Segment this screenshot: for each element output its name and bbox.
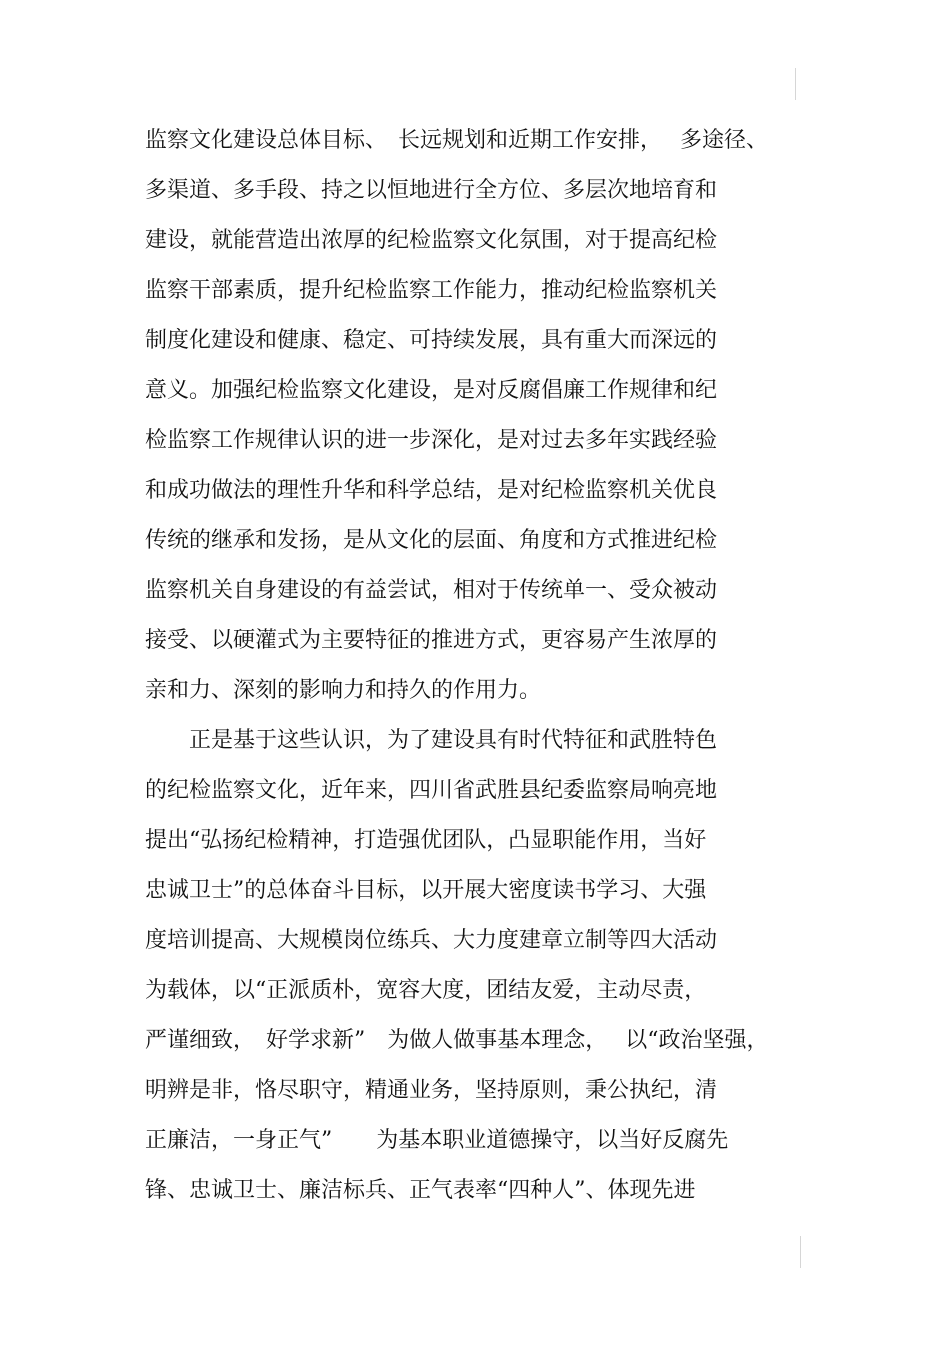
page-corner-mark-top [795,68,796,100]
text-line: 监察干部素质，提升纪检监察工作能力，推动纪检监察机关 [145,278,718,303]
text-line: 接受、以硬灌式为主要特征的推进方式，更容易产生浓厚的 [145,628,718,653]
text-line: 制度化建设和健康、稳定、可持续发展，具有重大而深远的 [145,328,718,353]
text-line: 的纪检监察文化，近年来，四川省武胜县纪委监察局响亮地 [145,778,718,803]
text-line: 亲和力、深刻的影响力和持久的作用力。 [145,678,542,703]
text-line: 和成功做法的理性升华和科学总结，是对纪检监察机关优良 [145,478,718,503]
text-line: 多渠道、多手段、持之以恒地进行全方位、多层次地培育和 [145,178,718,203]
text-line: 监察机关自身建设的有益尝试，相对于传统单一、受众被动 [145,578,718,603]
text-line: 为载体，以“正派质朴，宽容大度，团结友爱，主动尽责， [145,978,707,1003]
text-line: 度培训提高、大规模岗位练兵、大力度建章立制等四大活动 [145,928,718,953]
text-line: 正是基于这些认识，为了建设具有时代特征和武胜特色 [145,728,718,753]
text-line: 正廉洁，一身正气” 为基本职业道德操守，以当好反腐先 [145,1128,729,1153]
text-line: 检监察工作规律认识的进一步深化，是对过去多年实践经验 [145,428,718,453]
text-line: 建设，就能营造出浓厚的纪检监察文化氛围，对于提高纪检 [145,228,718,253]
text-line: 意义。加强纪检监察文化建设，是对反腐倡廉工作规律和纪 [145,378,718,403]
page-corner-mark-bottom [800,1236,801,1268]
text-line: 明辨是非，恪尽职守，精通业务，坚持原则，秉公执纪，清 [145,1078,718,1103]
text-line: 监察文化建设总体目标、 长远规划和近期工作安排， 多途径、 [145,128,768,153]
text-line: 忠诚卫士”的总体奋斗目标，以开展大密度读书学习、大强 [145,878,707,903]
text-line: 提出“弘扬纪检精神，打造强优团队，凸显职能作用，当好 [145,828,707,853]
text-line: 锋、忠诚卫士、廉洁标兵、正气表率“四种人”、体现先进 [145,1178,696,1203]
text-line: 传统的继承和发扬，是从文化的层面、角度和方式推进纪检 [145,528,718,553]
text-line: 严谨细致， 好学求新” 为做人做事基本理念， 以“政治坚强， [145,1028,769,1053]
